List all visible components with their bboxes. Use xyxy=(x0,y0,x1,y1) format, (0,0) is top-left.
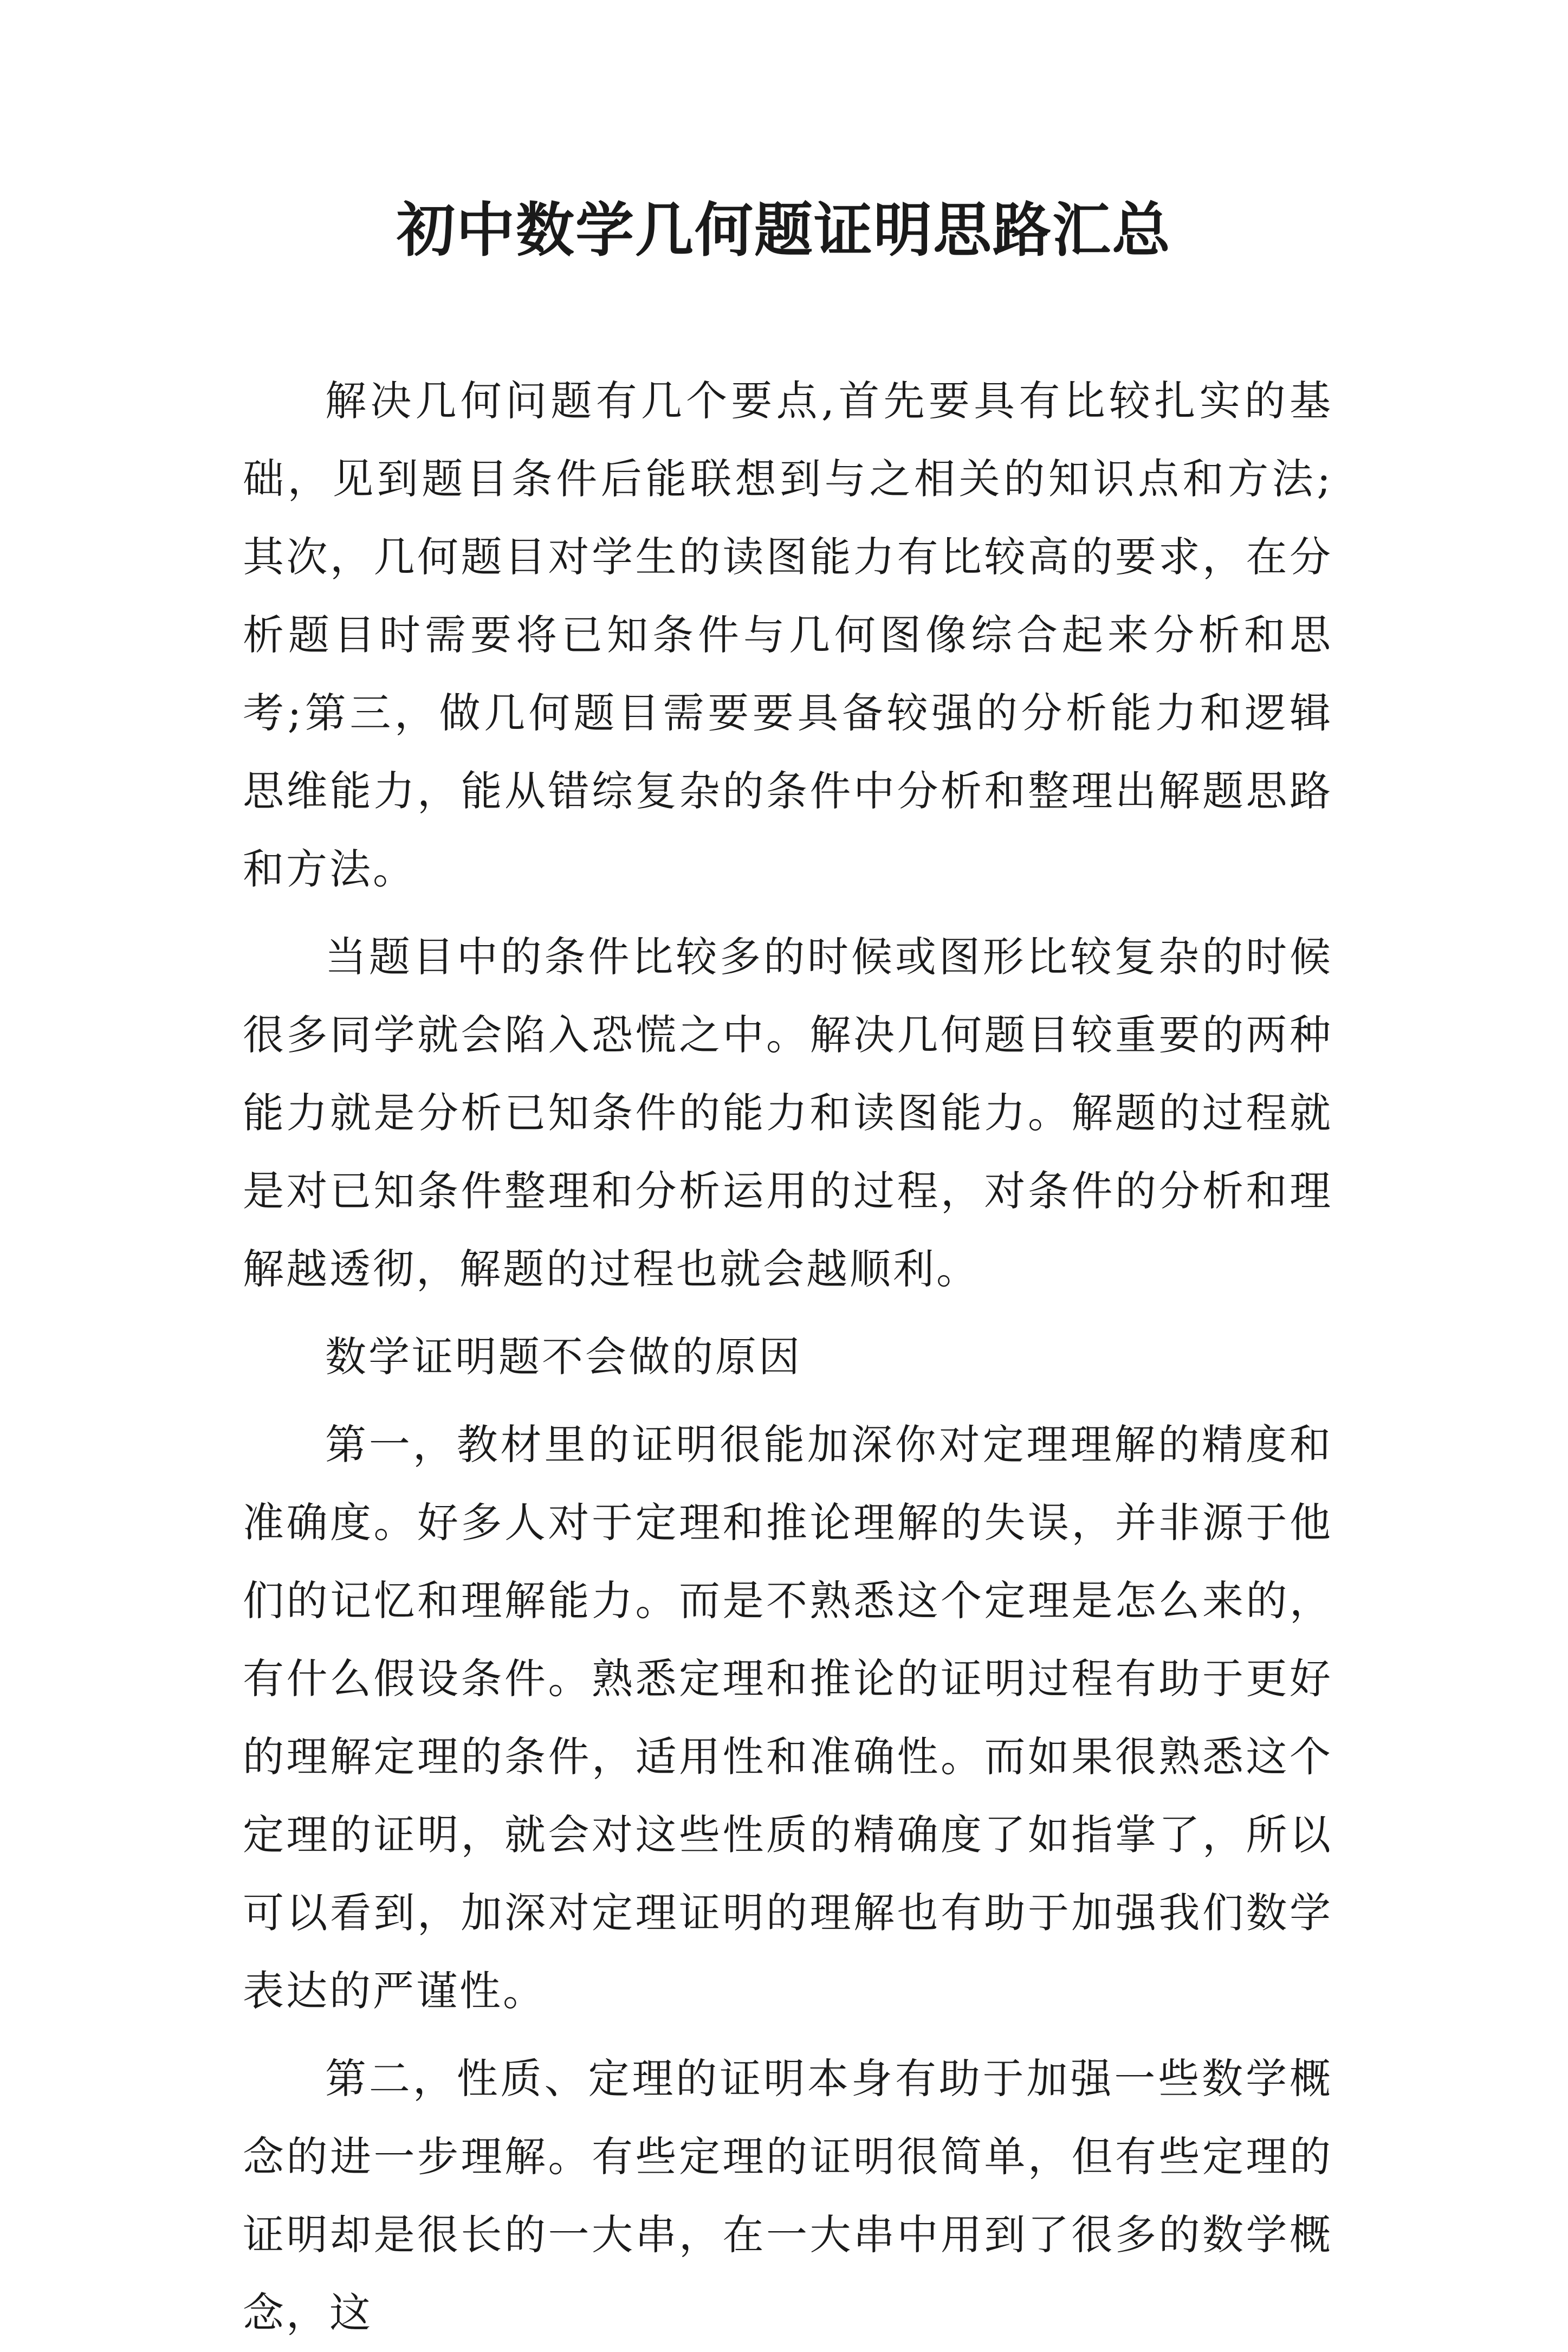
paragraph-reason-one: 第一，教材里的证明很能加深你对定理理解的精度和准确度。好多人对于定理和推论理解的失误，并非源于他们的记忆和理解能力。而是不熟悉这个定理是怎么来的，有什么假设条件。熟悉定理和推论的证明过程有助于更好的理解定理的条件，适用性和准确性。而如果很熟悉这个定理的证明，就会对这些性质的精确度了如指掌了，所以可以看到，加深对定理证明的理解也有助于加强我们数学表达的严谨性。 xyxy=(243,1420,1333,2015)
paragraph-conditions: 当题目中的条件比较多的时候或图形比较复杂的时候很多同学就会陷入恐慌之中。解决几何题目较重要的两种能力就是分析已知条件的能力和读图能力。解题的过程就是对已知条件整理和分析运用的过程，对条件的分析和理解越透彻，解题的过程也就会越顺利。 xyxy=(243,933,1333,1293)
document-title: 初中数学几何题证明思路汇总 xyxy=(396,196,1171,264)
paragraph-reason-two: 第二，性质、定理的证明本身有助于加强一些数学概念的进一步理解。有些定理的证明很简单，但有些定理的证明却是很长的一大串，在一大串中用到了很多的数学概念，这 xyxy=(243,2054,1333,2337)
paragraph-intro: 解决几何问题有几个要点,首先要具有比较扎实的基础，见到题目条件后能联想到与之相关的知识点和方法;其次，几何题目对学生的读图能力有比较高的要求，在分析题目时需要将已知条件与几何图像综合起来分析和思考;第三，做几何题目需要要具备较强的分析能力和逻辑思维能力，能从错综复杂的条件中分析和整理出解题思路和方法。 xyxy=(243,377,1333,893)
section-heading: 数学证明题不会做的原因 xyxy=(325,1333,802,1381)
document-body xyxy=(243,362,1333,2352)
